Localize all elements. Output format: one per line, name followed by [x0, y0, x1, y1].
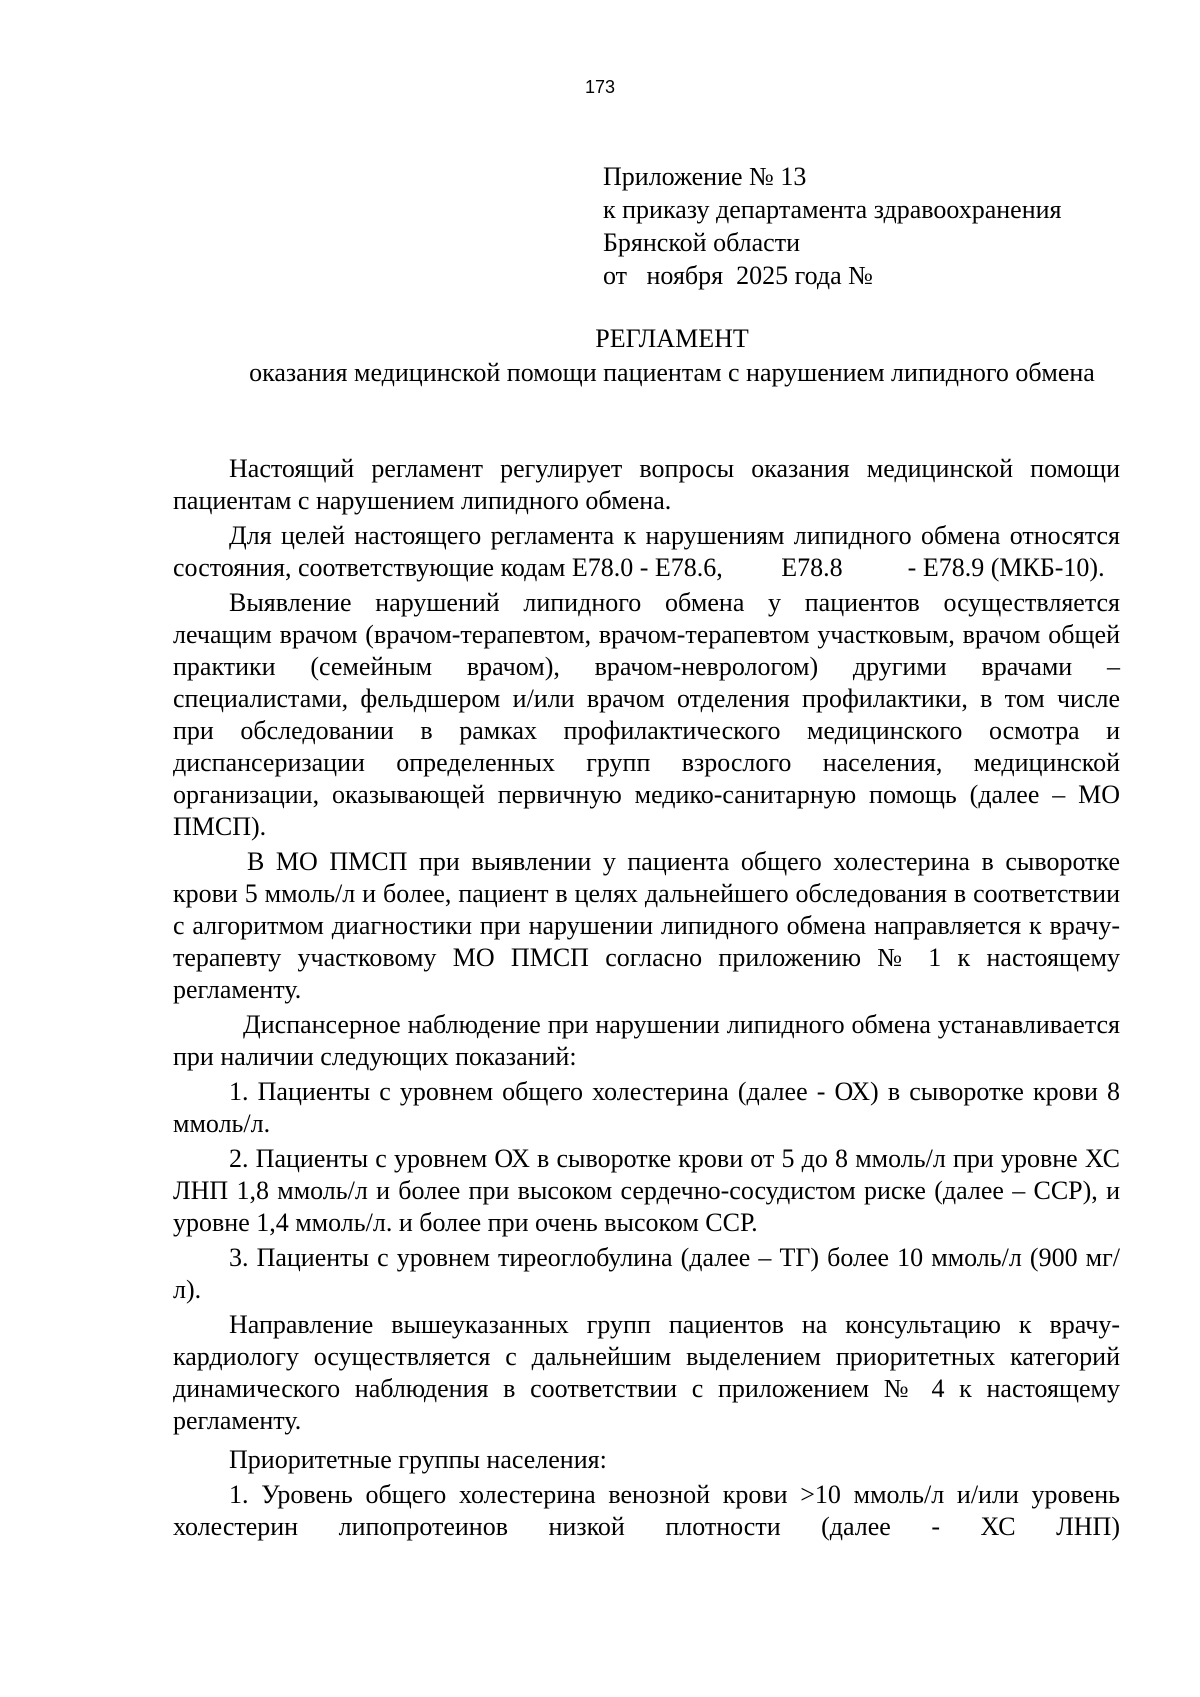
list-item-indication-3: 3. Пациенты с уровнем тиреоглобулина (далее – ТГ) более 10 ммоль/л (900 мг/л). [173, 1243, 1120, 1304]
list-item-indication-2: 2. Пациенты с уровнем ОХ в сыворотке крови от 5 до 8 ммоль/л при уровне ХС ЛНП 1,8 ммоль/л и более при высоком сердечно-сосудистом риске (далее – ССР), и уровне 1,4 ммоль/л. и более при очень высоком ССР. [173, 1144, 1120, 1237]
annex-date: от ноября 2025 года № [603, 261, 873, 290]
page-number: 173 [584, 77, 616, 97]
paragraph-scope: Настоящий регламент регулирует вопросы оказания медицинской помощи пациентам с нарушением липидного обмена. [173, 454, 1120, 515]
document-title: РЕГЛАМЕНТ [595, 324, 749, 353]
list-item-indication-1: 1. Пациенты с уровнем общего холестерина (далее - ОХ) в сыворотке крови 8 ммоль/л. [173, 1077, 1120, 1138]
paragraph-codes: Для целей настоящего регламента к нарушениям липидного обмена относятся состояния, соответствующие кодам Е78.0 - Е78.6, Е78.8 - Е78.9 (МКБ-10). [173, 521, 1127, 582]
annex-header [603, 160, 1163, 292]
list-item-priority-1: 1. Уровень общего холестерина венозной крови >10 ммоль/л и/или уровень холестерин липопротеинов низкой плотности (далее - ХС ЛНП) [173, 1480, 1120, 1541]
annex-number: Приложение № 13 [603, 162, 807, 191]
paragraph-detection: Выявление нарушений липидного обмена у пациентов осуществляется лечащим врачом (врачом-терапевтом, врачом-терапевтом участковым, врачом общей практики (семейным врачом), врачом-неврологом) другими врачами – специалистами, фельдшером и/или врачом отделения профилактики, в том числе при обследовании в рамках профилактического медицинского осмотра и диспансеризации определенных групп взрослого населения, медицинской организации, оказывающей первичную медико-санитарную помощь (далее – МО ПМСП). [173, 588, 1120, 841]
document-subtitle: оказания медицинской помощи пациентам с нарушением липидного обмена [249, 358, 1095, 387]
annex-region: Брянской области [603, 228, 800, 257]
paragraph-referral: В МО ПМСП при выявлении у пациента общего холестерина в сыворотке крови 5 ммоль/л и более, пациент в целях дальнейшего обследования в соответствии с алгоритмом диагностики при нарушении липидного обмена направляется к врачу-терапевту участковому МО ПМСП согласно приложению № 1 к настоящему регламенту. [173, 847, 1120, 1004]
paragraph-priority-groups: Приоритетные группы населения: [229, 1445, 607, 1474]
paragraph-cardiology-referral: Направление вышеуказанных групп пациентов на консультацию к врачу-кардиологу осуществляется с дальнейшим выделением приоритетных категорий динамического наблюдения в соответствии с приложением № 4 к настоящему регламенту. [173, 1310, 1120, 1435]
annex-order-ref: к приказу департамента здравоохранения [603, 195, 1062, 224]
paragraph-dispensary: Диспансерное наблюдение при нарушении липидного обмена устанавливается при наличии следующих показаний: [173, 1010, 1120, 1071]
document-body [173, 453, 1127, 1543]
